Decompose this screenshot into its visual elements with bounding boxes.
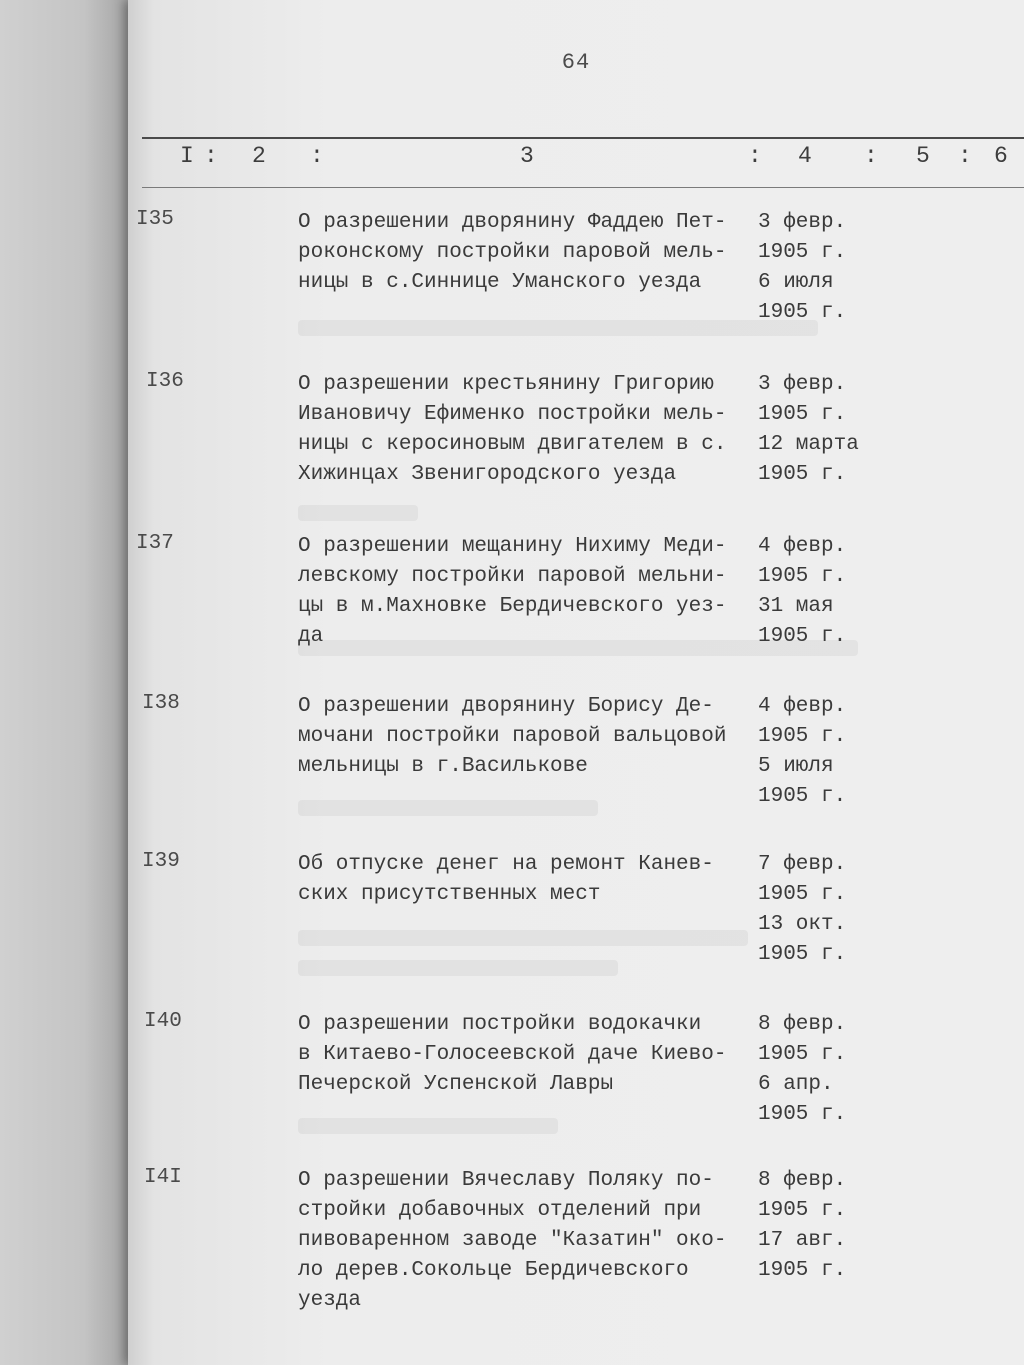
document-page bbox=[128, 0, 1024, 1365]
date-line: 1905 г. bbox=[758, 463, 847, 486]
header-separator: : bbox=[864, 143, 878, 169]
bleed-through bbox=[298, 320, 818, 336]
date-line: 1905 г. bbox=[758, 785, 847, 808]
description-line: О разрешении дворянину Борису Де- bbox=[298, 695, 714, 718]
entry-description bbox=[298, 532, 768, 652]
description-line: Хижинцах Звенигородского уезда bbox=[298, 463, 677, 486]
header-top-rule bbox=[142, 137, 1024, 139]
entry-dates bbox=[758, 208, 868, 328]
header-col-5: 5 bbox=[916, 143, 930, 169]
date-line: 1905 г. bbox=[758, 1259, 847, 1282]
description-line: левскому постройки паровой мельни- bbox=[298, 565, 727, 588]
description-line: уезда bbox=[298, 1289, 362, 1312]
description-line: Печерской Успенской Лавры bbox=[298, 1073, 614, 1096]
entry-description bbox=[298, 1010, 768, 1100]
entry-description bbox=[298, 850, 768, 910]
description-line: мочани постройки паровой вальцовой bbox=[298, 725, 727, 748]
entry-description bbox=[298, 208, 768, 298]
header-col-3: 3 bbox=[520, 143, 534, 169]
page-number: 64 bbox=[561, 50, 591, 75]
header-separator: : bbox=[310, 143, 324, 169]
header-col-4: 4 bbox=[798, 143, 812, 169]
entry-description bbox=[298, 1166, 768, 1316]
date-line: 8 февр. bbox=[758, 1169, 847, 1192]
bleed-through bbox=[298, 1118, 558, 1134]
bleed-through bbox=[298, 505, 418, 521]
date-line: 1905 г. bbox=[758, 1103, 847, 1126]
background-page-edge bbox=[0, 0, 140, 1365]
description-line: мельницы в г.Василькове bbox=[298, 755, 588, 778]
description-line: пивоваренном заводе "Казатин" око- bbox=[298, 1229, 727, 1252]
description-line: О разрешении крестьянину Григорию bbox=[298, 373, 714, 396]
description-line: ницы с керосиновым двигателем в с. bbox=[298, 433, 727, 456]
entry-dates bbox=[758, 532, 868, 652]
date-line: 1905 г. bbox=[758, 1199, 847, 1222]
date-line: 1905 г. bbox=[758, 943, 847, 966]
bleed-through bbox=[298, 960, 618, 976]
date-line: 8 февр. bbox=[758, 1013, 847, 1036]
date-line: 5 июля bbox=[758, 755, 834, 778]
entry-number: I36 bbox=[146, 370, 184, 393]
date-line: 4 февр. bbox=[758, 695, 847, 718]
date-line: 1905 г. bbox=[758, 625, 847, 648]
entry-dates bbox=[758, 850, 868, 970]
description-line: да bbox=[298, 625, 324, 648]
description-line: О разрешении постройки водокачки bbox=[298, 1013, 702, 1036]
entry-dates bbox=[758, 1010, 868, 1130]
header-col-6: 6 bbox=[994, 143, 1008, 169]
description-line: цы в м.Махновке Бердичевского уез- bbox=[298, 595, 727, 618]
bleed-through bbox=[298, 930, 748, 946]
date-line: 1905 г. bbox=[758, 883, 847, 906]
entry-number: I4I bbox=[144, 1166, 182, 1189]
header-separator: : bbox=[204, 143, 218, 169]
date-line: 1905 г. bbox=[758, 565, 847, 588]
date-line: 31 мая bbox=[758, 595, 834, 618]
header-col-1: I bbox=[180, 143, 194, 169]
date-line: 1905 г. bbox=[758, 403, 847, 426]
date-line: 1905 г. bbox=[758, 725, 847, 748]
entry-number: I35 bbox=[136, 208, 174, 231]
header-col-2: 2 bbox=[252, 143, 266, 169]
description-line: ницы в с.Синнице Уманского уезда bbox=[298, 271, 702, 294]
date-line: 6 апр. bbox=[758, 1073, 834, 1096]
date-line: 12 марта bbox=[758, 433, 859, 456]
header-separator: : bbox=[748, 143, 762, 169]
description-line: О разрешении дворянину Фаддею Пет- bbox=[298, 211, 727, 234]
bleed-through bbox=[298, 800, 598, 816]
entry-number: I37 bbox=[136, 532, 174, 555]
description-line: Об отпуске денег на ремонт Канев- bbox=[298, 853, 714, 876]
description-line: О разрешении Вячеславу Поляку по- bbox=[298, 1169, 714, 1192]
entry-dates bbox=[758, 370, 868, 490]
description-line: Ивановичу Ефименко постройки мель- bbox=[298, 403, 727, 426]
date-line: 1905 г. bbox=[758, 301, 847, 324]
entry-description bbox=[298, 370, 768, 490]
entry-number: I39 bbox=[142, 850, 180, 873]
date-line: 3 февр. bbox=[758, 373, 847, 396]
entry-number: I38 bbox=[142, 692, 180, 715]
date-line: 1905 г. bbox=[758, 241, 847, 264]
date-line: 3 февр. bbox=[758, 211, 847, 234]
description-line: ло дерев.Сокольце Бердичевского bbox=[298, 1259, 689, 1282]
entry-number: I40 bbox=[144, 1010, 182, 1033]
description-line: в Китаево-Голосеевской даче Киево- bbox=[298, 1043, 727, 1066]
description-line: ских присутственных мест bbox=[298, 883, 601, 906]
date-line: 7 февр. bbox=[758, 853, 847, 876]
date-line: 4 февр. bbox=[758, 535, 847, 558]
description-line: стройки добавочных отделений при bbox=[298, 1199, 702, 1222]
date-line: 13 окт. bbox=[758, 913, 847, 936]
description-line: роконскому постройки паровой мель- bbox=[298, 241, 727, 264]
header-bottom-rule bbox=[142, 187, 1024, 188]
entry-dates bbox=[758, 1166, 868, 1286]
entry-description bbox=[298, 692, 768, 782]
description-line: О разрешении мещанину Нихиму Меди- bbox=[298, 535, 727, 558]
date-line: 6 июля bbox=[758, 271, 834, 294]
date-line: 17 авг. bbox=[758, 1229, 847, 1252]
header-separator: : bbox=[958, 143, 972, 169]
date-line: 1905 г. bbox=[758, 1043, 847, 1066]
entry-dates bbox=[758, 692, 868, 812]
